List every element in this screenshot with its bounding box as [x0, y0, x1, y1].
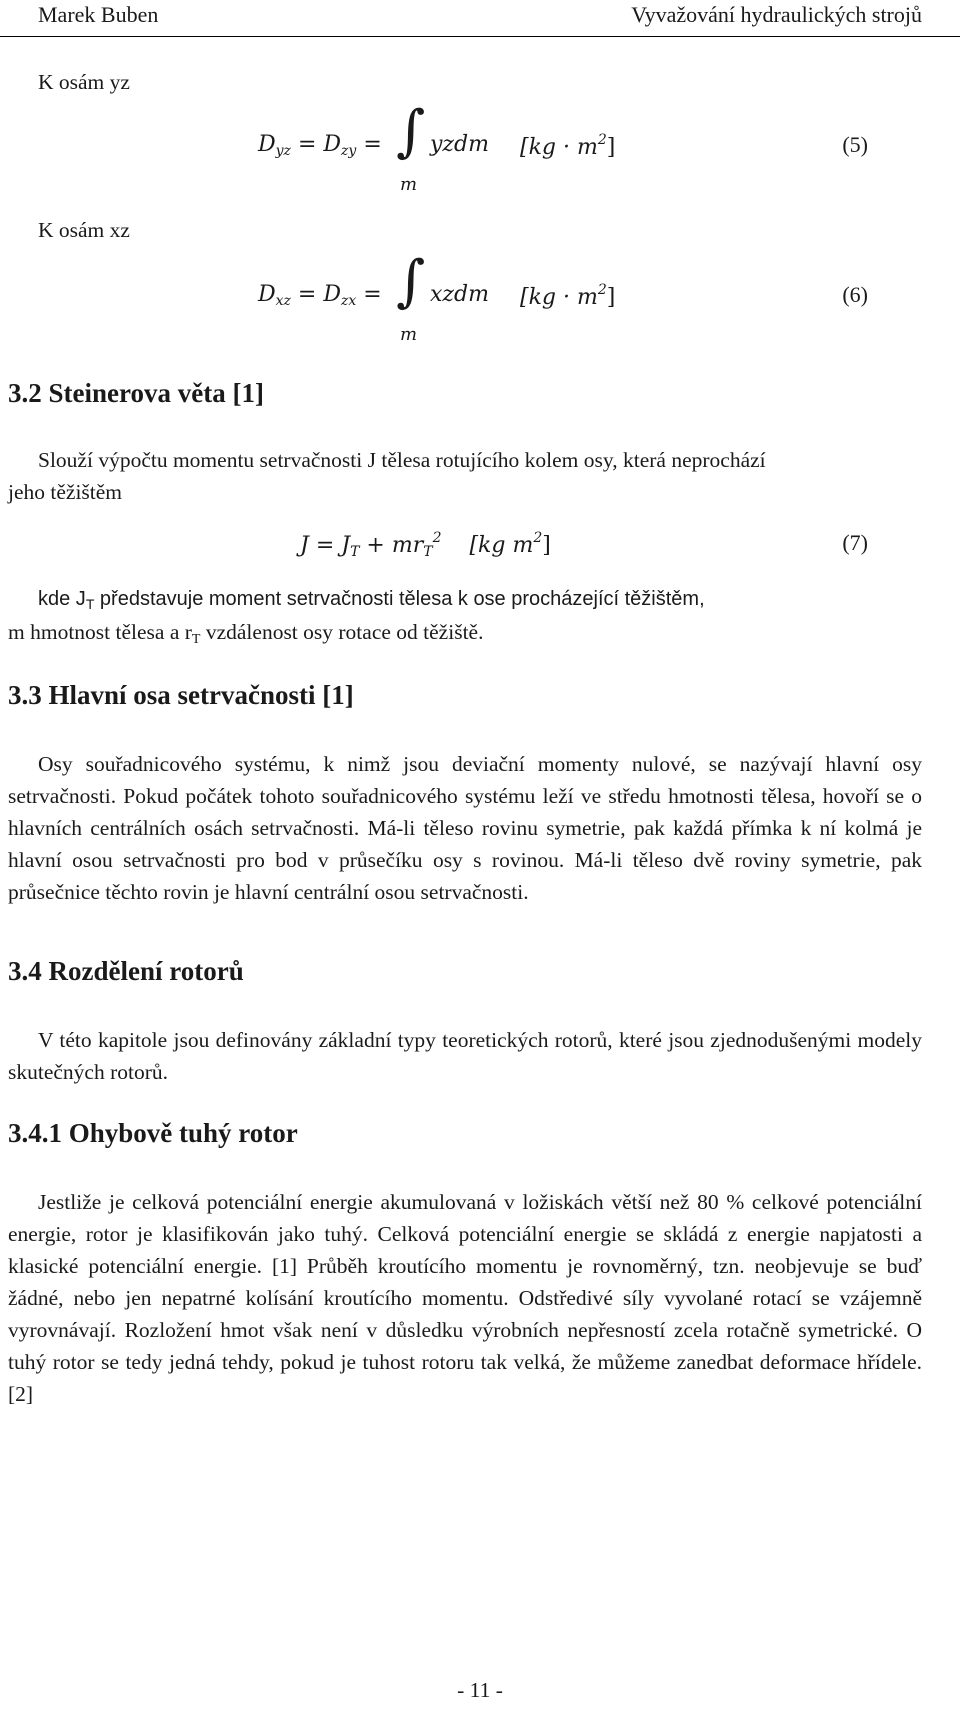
integral-sign: ∫ — [396, 249, 426, 314]
integral-sign: ∫ — [396, 99, 426, 164]
equation-number: (5) — [842, 132, 868, 157]
paragraph-line: kde $J_T$ představuje moment setrvačnosti tělesa k ose procházející těžištěm, — [38, 588, 705, 612]
integrand: yzdm — [430, 132, 489, 157]
header-author: Marek Buben — [38, 2, 159, 27]
page-number: - 11 - — [457, 1678, 503, 1702]
paragraph: Osy souřadnicového systému, k nimž jsou deviační momenty nulové, se nazývají hlavní osy setrvačnosti. Pokud počátek tohoto souřadnicového systému leží ve středu hmotnosti tělesa, hovoří se o hlavních centrálních osách setrvačnosti. Má-li těleso rovinu symetrie, pak každá přímka k ní kolmá je hlavní osou setrvačnosti pro bod v průsečíku osy s rovinou. Má-li těleso dvě roviny symetrie, pak průsečnice těchto rovin je hlavní centrální osou setrvačnosti. — [8, 752, 922, 904]
label-xz: K osám xz — [38, 218, 130, 242]
section-heading: 3.2 Steinerova věta [1] — [8, 378, 264, 408]
equation-6: $D_{xz} = D_{zx}$ = — [258, 282, 382, 309]
paragraph-line: jeho těžištěm — [8, 480, 123, 504]
section-heading: 3.4 Rozdělení rotorů — [8, 956, 244, 986]
equation-number: (7) — [842, 530, 868, 555]
page-header — [0, 0, 960, 37]
label-yz: K osám yz — [38, 70, 130, 94]
header-title: Vyvažování hydraulických strojů — [631, 2, 922, 27]
integral-limit: m — [400, 174, 418, 195]
equation-5: $D_{yz} = D_{zy}$ = — [258, 132, 382, 159]
unit: $[kg \cdot m^2]$ — [520, 282, 616, 310]
equation-number: (6) — [842, 282, 868, 307]
paragraph: Jestliže je celková potenciální energie akumulovaná v ložiskách větší než 80 % celkové potenciální energie, rotor je klasifikován jako tuhý. Celková potenciální energie se skládá z energie napjatosti a klasické potenciální energie. [1] Průběh kroutícího momentu je rovnoměrný, tzn. neobjevuje se buď žádné, nebo jen nepatrné kolísání kroutícího momentu. Odstředivé síly vyvolané rotací se vzájemně vyrovnávají. Rozložení hmot však není v důsledku výrobních nepřesností zcela rotačně symetrické. O tuhý rotor se tedy jedná tehdy, pokud je tuhost rotoru tak velká, že můžeme zanedbat deformace hřídele. [2] — [8, 1190, 922, 1406]
unit: $[kg \cdot m^2]$ — [520, 132, 616, 160]
paragraph-line: Slouží výpočtu momentu setrvačnosti J tělesa rotujícího kolem osy, která neprochází — [38, 448, 766, 472]
equation-7: $J = J_T + mr_T^2$ [kg $m^2$] — [300, 530, 551, 560]
integral-limit: m — [400, 324, 418, 345]
section-heading: 3.4.1 Ohybově tuhý rotor — [8, 1118, 298, 1148]
integrand: xzdm — [430, 282, 489, 307]
paragraph-line: m hmotnost tělesa a $r_T$ vzdálenost osy rotace od těžiště. — [8, 620, 484, 647]
section-heading: 3.3 Hlavní osa setrvačnosti [1] — [8, 680, 354, 710]
paragraph: V této kapitole jsou definovány základní typy teoretických rotorů, které jsou zjednodušenými modely skutečných rotorů. — [8, 1028, 922, 1084]
